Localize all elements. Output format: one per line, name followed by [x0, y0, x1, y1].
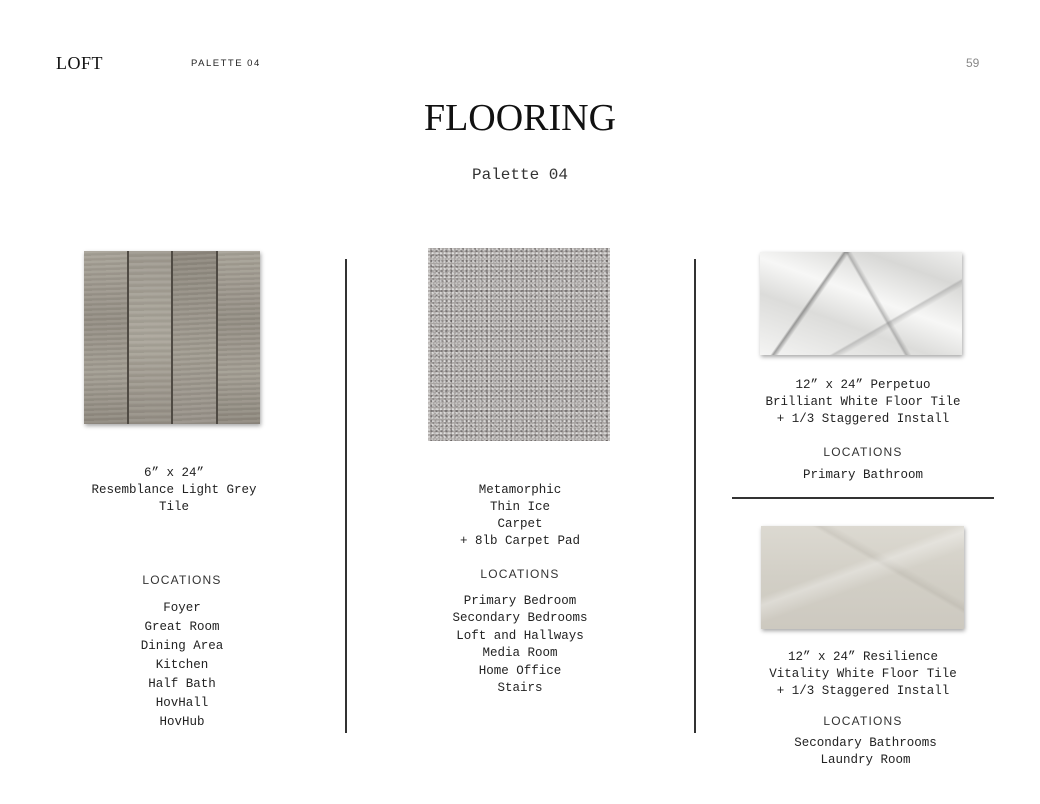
location-item: Secondary Bathrooms [794, 736, 937, 750]
brand-label: LOFT [56, 53, 103, 73]
locations-list [733, 467, 993, 484]
product-description: 6” x 24” Resemblance Light Grey Tile [91, 466, 257, 514]
plank [84, 251, 129, 424]
locations-heading: LOCATIONS [823, 445, 903, 459]
location-item: Loft and Hallways [456, 628, 584, 643]
location-item: Dining Area [140, 639, 224, 653]
locations-heading: LOCATIONS [480, 567, 560, 581]
plank [218, 251, 261, 424]
location-item: Great Room [144, 620, 220, 634]
location-item: Secondary Bedrooms [452, 611, 588, 626]
location-item: Laundry Room [820, 753, 911, 767]
product-description: Metamorphic Thin Ice Carpet + 8lb Carpet Pad [459, 483, 581, 548]
location-item: Foyer [163, 601, 201, 615]
page-title: FLOORING [423, 97, 617, 139]
location-item: Half Bath [148, 677, 216, 691]
wood-tile-swatch [84, 251, 260, 424]
locations-list [44, 599, 320, 732]
locations-heading: LOCATIONS [823, 714, 903, 728]
marble-tile-swatch [760, 252, 962, 355]
page-subtitle: Palette 04 [471, 166, 568, 184]
location-item: HovHall [155, 696, 209, 710]
location-item: Home Office [478, 663, 562, 678]
column-divider [345, 259, 347, 733]
location-item: Stairs [497, 681, 543, 696]
locations-list [733, 735, 998, 769]
locations-heading: LOCATIONS [142, 573, 222, 587]
location-item: Primary Bedroom [463, 594, 577, 608]
plank [129, 251, 174, 424]
locations-list [390, 593, 650, 697]
palette-tag: PALETTE 04 [191, 58, 261, 69]
location-item: HovHub [159, 715, 205, 729]
location-item: Media Room [482, 646, 558, 661]
page-number: 59 [966, 56, 980, 70]
section-divider [732, 497, 994, 499]
carpet-swatch [428, 248, 610, 441]
location-item: Kitchen [155, 658, 209, 672]
stone-tile-swatch [761, 526, 964, 629]
column-divider [694, 259, 696, 733]
product-description: 12” x 24” Resilience Vitality White Floor Tile + 1/3 Staggered Install [769, 650, 957, 698]
plank [173, 251, 218, 424]
location-item: Primary Bathroom [802, 468, 924, 482]
product-description: 12” x 24” Perpetuo Brilliant White Floor Tile + 1/3 Staggered Install [765, 378, 961, 426]
